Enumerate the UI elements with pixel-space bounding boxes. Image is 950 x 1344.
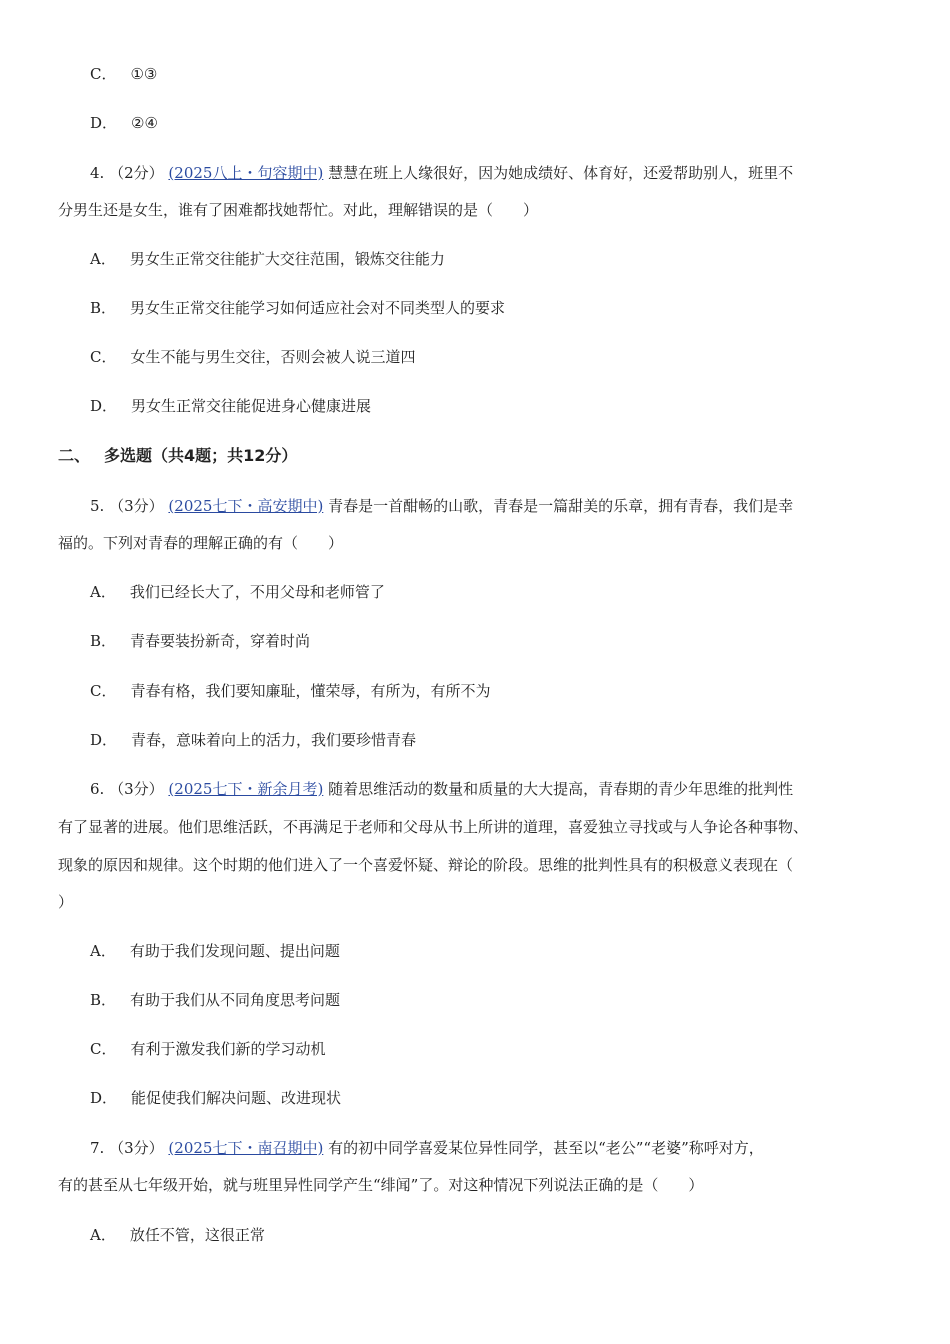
option-q3-c xyxy=(90,64,157,84)
option-q6-b xyxy=(90,990,340,1010)
option-letter: C． xyxy=(90,1040,117,1058)
question-5-stem-cont: 福的。下列对青春的理解正确的有（ ） xyxy=(58,534,344,552)
option-q6-c xyxy=(90,1039,326,1059)
option-text: ②④ xyxy=(131,114,158,132)
question-number: 6. xyxy=(90,780,105,798)
option-text: 青春，意味着向上的活力，我们要珍惜青春 xyxy=(131,731,417,749)
question-text: 有的初中同学喜爱某位异性同学，甚至以“老公”“老婆”称呼对方， xyxy=(328,1139,764,1157)
question-text: 青春是一首酣畅的山歌，青春是一篇甜美的乐章，拥有青春，我们是幸 xyxy=(328,497,794,515)
question-6-stem-cont: ） xyxy=(58,893,74,911)
option-text: ①③ xyxy=(130,65,158,83)
option-text: 能促使我们解决问题、改进现状 xyxy=(131,1089,342,1107)
option-text: 男女生正常交往能扩大交往范围，锻炼交往能力 xyxy=(129,250,445,268)
option-q4-a xyxy=(90,249,445,269)
option-letter: D． xyxy=(90,397,118,415)
question-number: 5. xyxy=(90,497,105,515)
question-source-link[interactable]: (2025七下・高安期中) xyxy=(168,497,324,515)
option-q4-d xyxy=(90,396,371,416)
option-letter: A． xyxy=(90,250,116,268)
option-text: 有利于激发我们新的学习动机 xyxy=(130,1040,326,1058)
question-source-link[interactable]: (2025七下・南召期中) xyxy=(168,1139,324,1157)
option-q7-a xyxy=(90,1225,265,1245)
option-text: 女生不能与男生交往，否则会被人说三道四 xyxy=(130,348,416,366)
section-title: 多选题（共4题；共12分） xyxy=(104,446,298,465)
option-letter: B． xyxy=(90,991,117,1009)
question-7-stem-cont: 有的甚至从七年级开始，就与班里异性同学产生“绯闻”了。对这种情况下列说法正确的是（ ） xyxy=(58,1176,704,1194)
option-q3-d xyxy=(90,113,158,133)
option-q5-b xyxy=(90,631,310,651)
option-q5-c xyxy=(90,681,491,701)
question-score: （3分） xyxy=(109,497,164,515)
question-6-stem-cont: 有了显著的进展。他们思维活跃，不再满足于老师和父母从书上所讲的道理，喜爱独立寻找或与人争论各种事物、 xyxy=(58,818,809,836)
question-score: （2分） xyxy=(109,164,164,182)
option-text: 青春有格，我们要知廉耻，懂荣辱，有所为，有所不为 xyxy=(130,682,491,700)
question-4-stem-cont: 分男生还是女生，谁有了困难都找她帮忙。对此，理解错误的是（ ） xyxy=(58,201,539,219)
question-7-stem xyxy=(90,1138,764,1158)
option-letter: D． xyxy=(90,114,118,132)
option-text: 有助于我们从不同角度思考问题 xyxy=(130,991,341,1009)
option-q6-a xyxy=(90,941,340,961)
question-score: （3分） xyxy=(109,780,164,798)
question-source-link[interactable]: (2025八上・句容期中) xyxy=(168,164,324,182)
option-letter: A． xyxy=(90,583,116,601)
option-q4-c xyxy=(90,347,416,367)
option-letter: A． xyxy=(90,1226,116,1244)
option-text: 我们已经长大了，不用父母和老师管了 xyxy=(129,583,385,601)
question-text: 慧慧在班上人缘很好，因为她成绩好、体育好，还爱帮助别人，班里不 xyxy=(328,164,794,182)
question-source-link[interactable]: (2025七下・新余月考) xyxy=(168,780,324,798)
option-text: 放任不管，这很正常 xyxy=(129,1226,265,1244)
option-letter: A． xyxy=(90,942,116,960)
option-q5-a xyxy=(90,582,385,602)
option-letter: C． xyxy=(90,682,117,700)
question-number: 7. xyxy=(90,1139,105,1157)
section-number: 二、 xyxy=(58,446,91,465)
option-q5-d xyxy=(90,730,416,750)
option-letter: C． xyxy=(90,65,117,83)
option-text: 男女生正常交往能促进身心健康进展 xyxy=(131,397,372,415)
option-text: 青春要装扮新奇，穿着时尚 xyxy=(130,632,311,650)
option-letter: C． xyxy=(90,348,117,366)
option-letter: B． xyxy=(90,632,117,650)
option-text: 有助于我们发现问题、提出问题 xyxy=(129,942,340,960)
question-5-stem xyxy=(90,496,793,516)
question-4-stem xyxy=(90,163,793,183)
option-letter: B． xyxy=(90,299,117,317)
section-heading xyxy=(58,446,297,466)
option-letter: D． xyxy=(90,1089,118,1107)
option-text: 男女生正常交往能学习如何适应社会对不同类型人的要求 xyxy=(130,299,506,317)
question-6-stem-cont: 现象的原因和规律。这个时期的他们进入了一个喜爱怀疑、辩论的阶段。思维的批判性具有的积极意义表现在（ xyxy=(58,856,794,874)
option-q4-b xyxy=(90,298,505,318)
option-q6-d xyxy=(90,1088,341,1108)
question-text: 随着思维活动的数量和质量的大大提高，青春期的青少年思维的批判性 xyxy=(328,780,794,798)
question-6-stem xyxy=(90,779,793,799)
question-score: （3分） xyxy=(109,1139,164,1157)
option-letter: D． xyxy=(90,731,118,749)
question-number: 4. xyxy=(90,164,105,182)
